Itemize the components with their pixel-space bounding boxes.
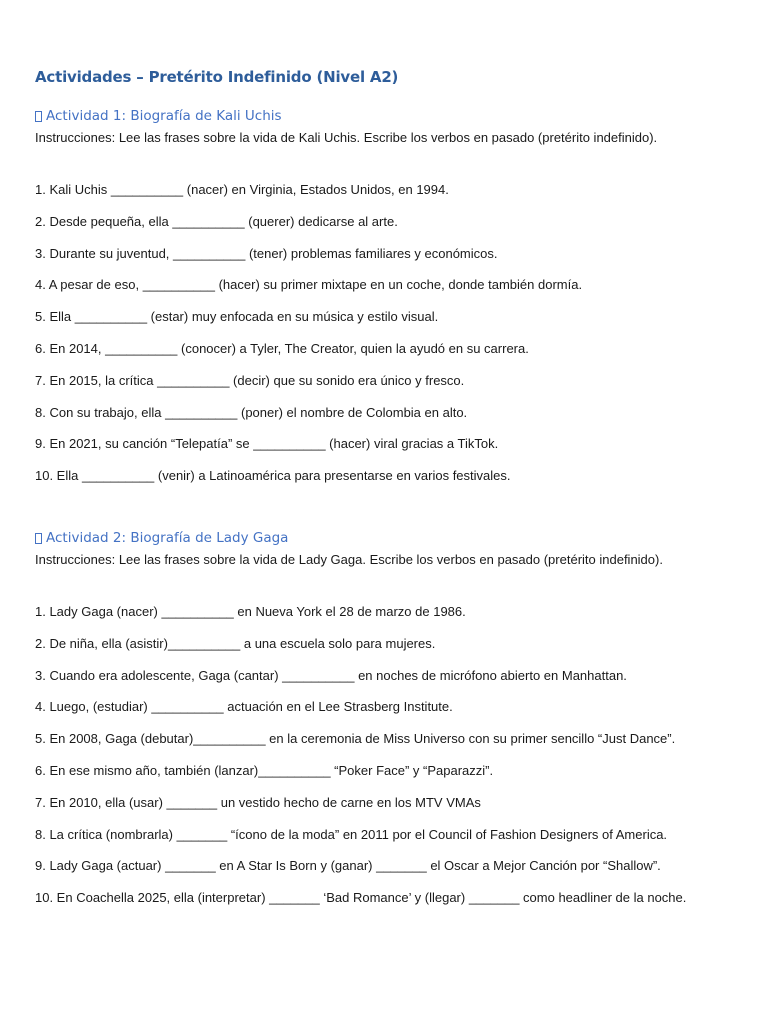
- list-item: 4. Luego, (estudiar) __________ actuación en el Lee Strasberg Institute.: [35, 699, 453, 715]
- activity-1-section: [35, 106, 750, 492]
- list-item: 9. Lady Gaga (actuar) _______ en A Star Is Born y (ganar) _______ el Oscar a Mejor Canción por “Shallow”.: [35, 858, 661, 874]
- list-item: 9. En 2021, su canción “Telepatía” se __________ (hacer) viral gracias a TikTok.: [35, 436, 499, 452]
- list-item: 2. Desde pequeña, ella __________ (querer) dedicarse al arte.: [35, 213, 398, 229]
- list-item: 5. En 2008, Gaga (debutar)__________ en la ceremonia de Miss Universo con su primer sencillo “Just Dance”.: [35, 731, 676, 747]
- list-item: 2. De niña, ella (asistir)__________ a una escuela solo para mujeres.: [35, 635, 436, 651]
- list-item: 7. En 2010, ella (usar) _______ un vestido hecho de carne en los MTV VMAs: [35, 794, 481, 810]
- activity-2-heading: [35, 528, 750, 548]
- activity-2-section: [35, 528, 750, 914]
- activity-1-heading: [35, 106, 750, 126]
- list-item: 1. Lady Gaga (nacer) __________ en Nueva York el 28 de marzo de 1986.: [35, 604, 466, 619]
- missing-glyph-icon: [35, 533, 42, 544]
- list-item: 8. Con su trabajo, ella __________ (poner) el nombre de Colombia en alto.: [35, 404, 468, 420]
- list-item: 5. Ella __________ (estar) muy enfocada en su música y estilo visual.: [35, 309, 439, 325]
- list-item: 7. En 2015, la crítica __________ (decir) que su sonido era único y fresco.: [35, 372, 465, 388]
- document-title: Actividades – Pretérito Indefinido (Nivel A2): [35, 68, 399, 86]
- activity-2-heading-text: Actividad 2: Biografía de Lady Gaga: [46, 530, 289, 546]
- list-item: 3. Cuando era adolescente, Gaga (cantar) __________ en noches de micrófono abierto en Manhattan.: [35, 667, 627, 683]
- activity-2-instructions: Instrucciones: Lee las frases sobre la vida de Lady Gaga. Escribe los verbos en pasado (pretérito indefinido).: [35, 552, 663, 567]
- activity-1-list: [35, 174, 750, 492]
- list-item: 8. La crítica (nombrarla) _______ “ícono de la moda” en 2011 por el Council of Fashion Designers of America.: [35, 826, 668, 842]
- list-item: 3. Durante su juventud, __________ (tener) problemas familiares y económicos.: [35, 245, 498, 261]
- list-item: 4. A pesar de eso, __________ (hacer) su primer mixtape en un coche, donde también dormía.: [35, 277, 583, 293]
- missing-glyph-icon: [35, 111, 42, 122]
- list-item: 6. En ese mismo año, también (lanzar)__________ “Poker Face” y “Paparazzi”.: [35, 762, 494, 778]
- activity-1-instructions: Instrucciones: Lee las frases sobre la vida de Kali Uchis. Escribe los verbos en pasado (pretérito indefinido).: [35, 130, 658, 145]
- list-item: 10. En Coachella 2025, ella (interpretar) _______ ‘Bad Romance’ y (llegar) _______ como headliner de la noche.: [35, 890, 687, 906]
- activity-2-list: [35, 596, 750, 914]
- list-item: 1. Kali Uchis __________ (nacer) en Virginia, Estados Unidos, en 1994.: [35, 182, 449, 197]
- list-item: 10. Ella __________ (venir) a Latinoamérica para presentarse en varios festivales.: [35, 468, 511, 484]
- list-item: 6. En 2014, __________ (conocer) a Tyler, The Creator, quien la ayudó en su carrera.: [35, 340, 529, 356]
- activity-1-heading-text: Actividad 1: Biografía de Kali Uchis: [46, 108, 282, 124]
